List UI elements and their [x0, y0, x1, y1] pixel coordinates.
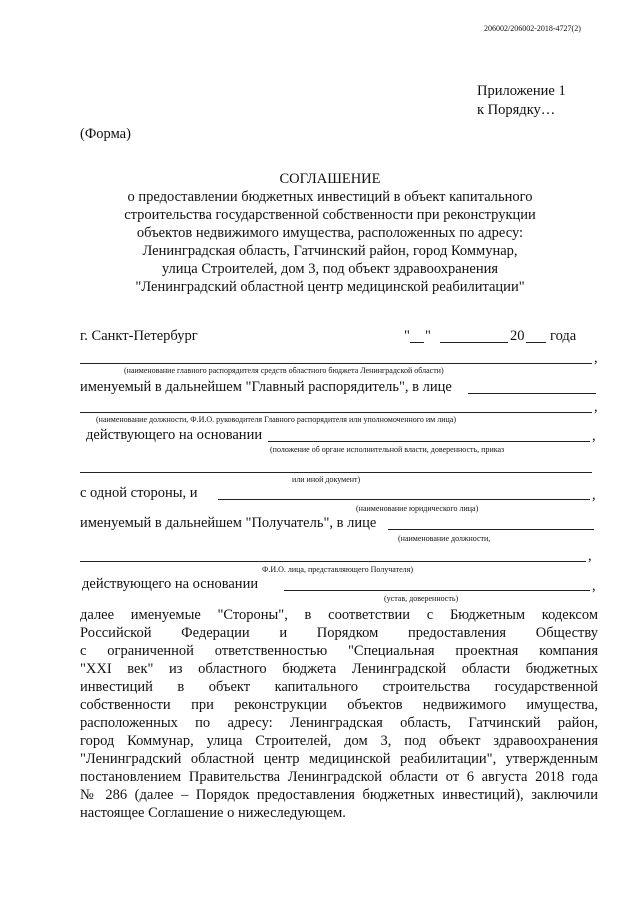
caption-fio-recipient: Ф.И.О. лица, представляющего Получателя): [262, 565, 413, 574]
body-line: расположенных по адресу: Ленинградская область, Гатчинский район,: [80, 715, 598, 731]
title-line: о предоставлении бюджетных инвестиций в объект капитального: [127, 189, 533, 205]
recipient-fio-blank[interactable]: [80, 561, 586, 562]
document-number: 206002/206002-2018-4727(2): [484, 24, 581, 33]
caption-legal-entity: (наименование юридического лица): [356, 504, 479, 513]
caption-position: (наименование должности,: [398, 534, 491, 543]
legal-entity-blank[interactable]: [218, 499, 590, 500]
named-main-distributor: именуемый в дальнейшем "Главный распорядитель", в лице: [80, 379, 452, 395]
comma: ,: [592, 428, 596, 444]
date-close-quote: ": [425, 328, 431, 344]
named-recipient: именуемый в дальнейшем "Получатель", в лице: [80, 515, 377, 531]
appendix-line-2: к Порядку…: [477, 102, 556, 118]
comma: ,: [594, 350, 598, 366]
body-line: постановлением Правительства Ленинградской области от 6 августа 2018 года: [80, 769, 598, 785]
body-line: "Ленинградский областной центр медицинской реабилитации", утвержденным: [80, 751, 598, 767]
comma: ,: [594, 399, 598, 415]
year-blank[interactable]: [526, 342, 546, 343]
one-side-label: с одной стороны, и: [80, 485, 198, 501]
agreement-body-paragraph: [80, 606, 598, 822]
caption-main-distributor: (наименование главного распорядителя средств областного бюджета Ленинградской области): [124, 366, 444, 375]
title-line: строительства государственной собственности при реконструкции: [124, 207, 536, 223]
body-line: настоящее Соглашение о нижеследующем.: [80, 805, 346, 821]
comma: ,: [592, 487, 596, 503]
appendix-line-1: Приложение 1: [477, 83, 566, 99]
title-line: "Ленинградский областной центр медицинской реабилитации": [135, 279, 525, 295]
body-line: № 286 (далее – Порядок предоставления бюджетных инвестиций), заключили: [80, 787, 598, 803]
caption-position-main: (наименование должности, Ф.И.О. руководителя Главного распорядителя или уполномоченного им лица): [96, 415, 456, 424]
body-line: "XXI век" из областного бюджета Ленинградской области бюджетных: [80, 661, 598, 677]
year-suffix: года: [550, 328, 577, 344]
recipient-position-blank[interactable]: [388, 529, 594, 530]
recipient-basis-blank[interactable]: [284, 590, 590, 591]
body-line: город Коммунар, улица Строителей, дом 3, под объект здравоохранения: [80, 733, 598, 749]
month-blank[interactable]: [440, 342, 508, 343]
caption-charter: (устав, доверенность): [384, 594, 459, 603]
basis-document-blank-1[interactable]: [268, 441, 590, 442]
acting-basis-label-2: действующего на основании: [82, 576, 259, 592]
main-position-blank[interactable]: [80, 412, 592, 413]
agreement-heading: СОГЛАШЕНИЕ: [279, 171, 381, 187]
body-line: Российской Федерации и Порядком предоставления Обществу: [80, 625, 598, 641]
day-blank[interactable]: [410, 342, 424, 343]
title-line: улица Строителей, дом 3, под объект здравоохранения: [161, 261, 499, 277]
basis-document-blank-2[interactable]: [80, 472, 592, 473]
body-line: с ограниченной ответственностью "Специальная проектная компания: [80, 643, 598, 659]
date-open-quote: ": [404, 328, 410, 344]
main-representative-blank[interactable]: [468, 393, 596, 394]
title-line: объектов недвижимого имущества, расположенных по адресу:: [136, 225, 524, 241]
year-prefix: 20: [510, 328, 525, 344]
body-line: инвестиций в объект капитального строительства государственной: [80, 679, 598, 695]
form-label: (Форма): [80, 126, 131, 142]
body-line: далее именуемые "Стороны", в соответствии с Бюджетным кодексом: [80, 607, 598, 623]
city-label: г. Санкт-Петербург: [80, 328, 198, 344]
title-line: Ленинградская область, Гатчинский район, город Коммунар,: [142, 243, 518, 259]
comma: ,: [592, 578, 596, 594]
main-distributor-blank[interactable]: [80, 363, 592, 364]
acting-basis-label-1: действующего на основании: [86, 427, 263, 443]
caption-regulation: (положение об органе исполнительной власти, доверенность, приказ: [270, 445, 505, 454]
body-line: собственности при реконструкции объектов недвижимого имущества,: [80, 697, 598, 713]
caption-other-document: или иной документ): [292, 475, 361, 484]
comma: ,: [588, 548, 592, 564]
